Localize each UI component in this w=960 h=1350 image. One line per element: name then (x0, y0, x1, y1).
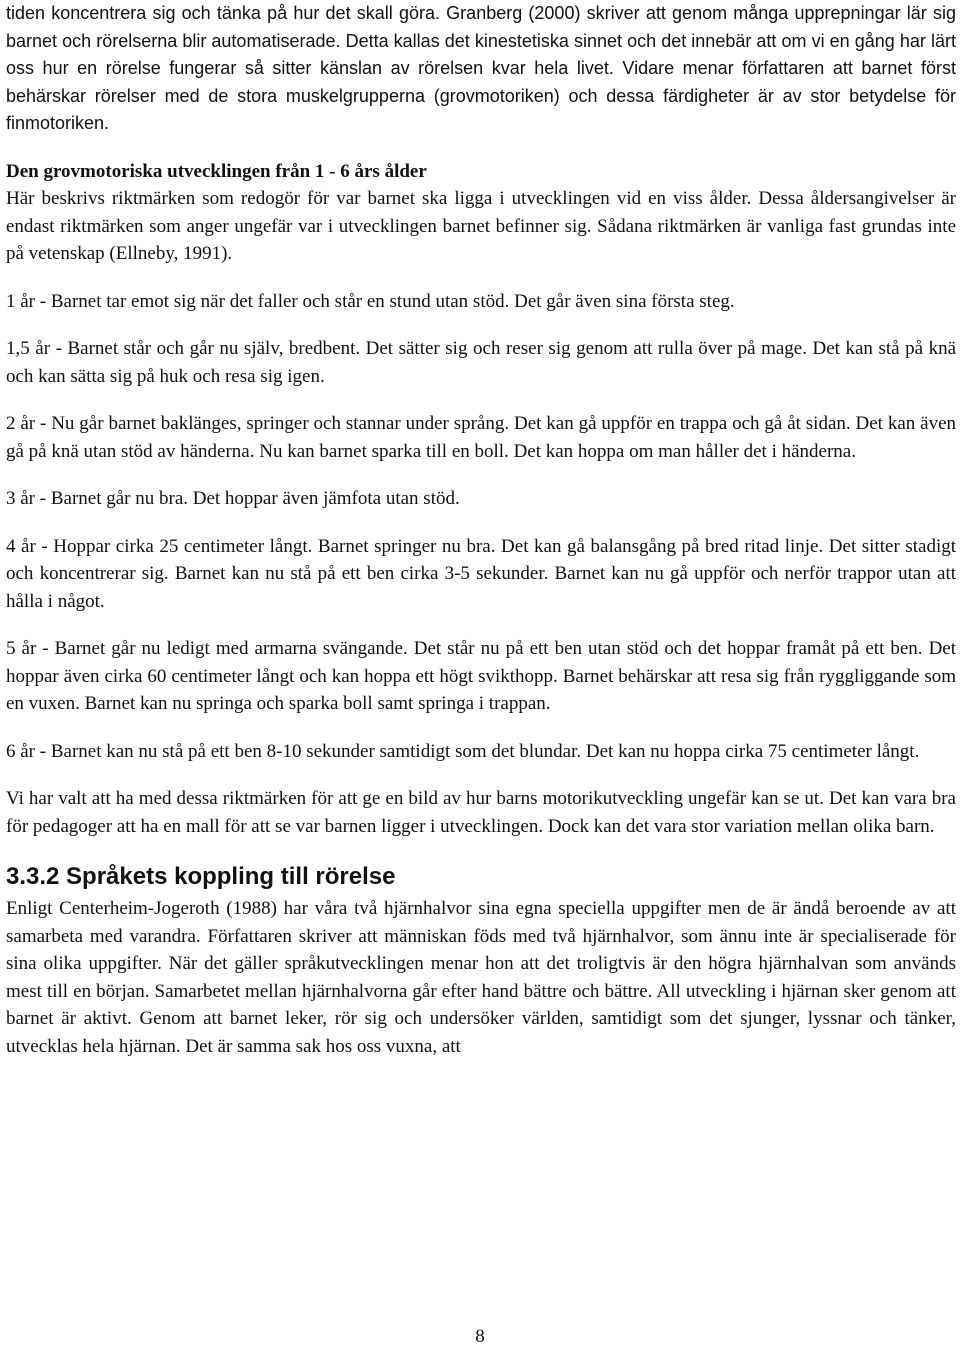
intro-paragraph (6, 0, 956, 138)
page-number: 8 (475, 1326, 485, 1347)
subsection-heading: 3.3.2 Språkets koppling till rörelse (6, 863, 396, 890)
section-conclusion-paragraph: Vi har valt att ha med dessa riktmärken för att ge en bild av hur barns motorikutveckling ungefär kan se ut. Det kan vara bra för pedagoger att ha en mall för att se var barnen ligger i utvecklingen. Dock kan det vara stor variation mellan olika barn. (6, 788, 956, 837)
subsection-body-paragraph: Enligt Centerheim-Jogeroth (1988) har våra två hjärnhalvor sina egna speciella uppgifter men de är ändå beroende av att samarbeta med varandra. Författaren skriver att människan föds med två hjärnhalvor, som ännu inte är specialiserade för sina olika uppgifter. När det gäller språkutvecklingen menar hon att det troligtvis är den högra hjärnhalvan som används mest till en början. Samarbetet mellan hjärnhalvorna går efter hand bättre och bättre. All utveckling i hjärnan sker genom att barnet är aktivt. Genom att barnet leker, rör sig och undersöker världen, samtidigt som det sjunger, lyssnar och tänker, utvecklas hela hjärnan. Det är samma sak hos oss vuxna, att (6, 898, 956, 1057)
section-heading: Den grovmotoriska utvecklingen från 1 - 6 års ålder (6, 160, 427, 182)
milestone-6-years: 6 år - Barnet kan nu stå på ett ben 8-10 sekunder samtidigt som det blundar. Det kan nu hoppa cirka 75 centimeter långt. (6, 740, 920, 762)
intro-text: tiden koncentrera sig och tänka på hur det skall göra. Granberg (2000) skriver att genom många upprepningar lär sig barnet och rörelserna blir automatiserade. Detta kallas det kinestetiska sinnet och det innebär att om vi en gång har lärt oss hur en rörelse fungerar så sitter känslan av rörelsen kvar hela livet. Vidare menar författaren att barnet först behärskar rörelser med de stora muskelgrupperna (grovmotoriken) och dessa färdigheter är av stor betydelse för finmotoriken. (6, 3, 956, 133)
milestone-5-years: 5 år - Barnet går nu ledigt med armarna svängande. Det står nu på ett ben utan stöd och det hoppar framåt på ett ben. Det hoppar även cirka 60 centimeter långt och kan hoppa ett högt svikthopp. Barnet behärskar att resa sig från ryggliggande som en vuxen. Barnet kan nu springa och sparka boll samt springa i trappan. (6, 638, 956, 714)
milestone-3-years: 3 år - Barnet går nu bra. Det hoppar även jämfota utan stöd. (6, 488, 460, 509)
document-page (6, 0, 956, 1060)
milestone-1-year: 1 år - Barnet tar emot sig när det faller och står en stund utan stöd. Det går även sina första steg. (6, 290, 735, 312)
milestone-4-years: 4 år - Hoppar cirka 25 centimeter långt. Barnet springer nu bra. Det kan gå balansgång på bred ritad linje. Det sitter stadigt och koncentrerar sig. Barnet kan nu stå på ett ben cirka 3-5 sekunder. Barnet kan nu gå uppför och nerför trappor utan att hålla i något. (6, 535, 956, 612)
milestone-2-years: 2 år - Nu går barnet baklänges, springer och stannar under språng. Det kan gå uppför en trappa och gå åt sidan. Det kan även gå på knä utan stöd av händerna. Nu kan barnet sparka till en boll. Det kan hoppa om man håller det i händerna. (6, 413, 956, 462)
section-intro-paragraph: Här beskrivs riktmärken som redogör för var barnet ska ligga i utvecklingen vid en viss ålder. Dessa åldersangivelser är endast riktmärken som anger ungefär var i utvecklingen barnet befinner sig. Sådana riktmärken är vanliga fast grundas inte på vetenskap (Ellneby, 1991). (6, 188, 956, 264)
milestone-1-5-years: 1,5 år - Barnet står och går nu själv, bredbent. Det sätter sig och reser sig genom att rulla över på mage. Det kan stå på knä och kan sätta sig på huk och resa sig igen. (6, 338, 956, 387)
